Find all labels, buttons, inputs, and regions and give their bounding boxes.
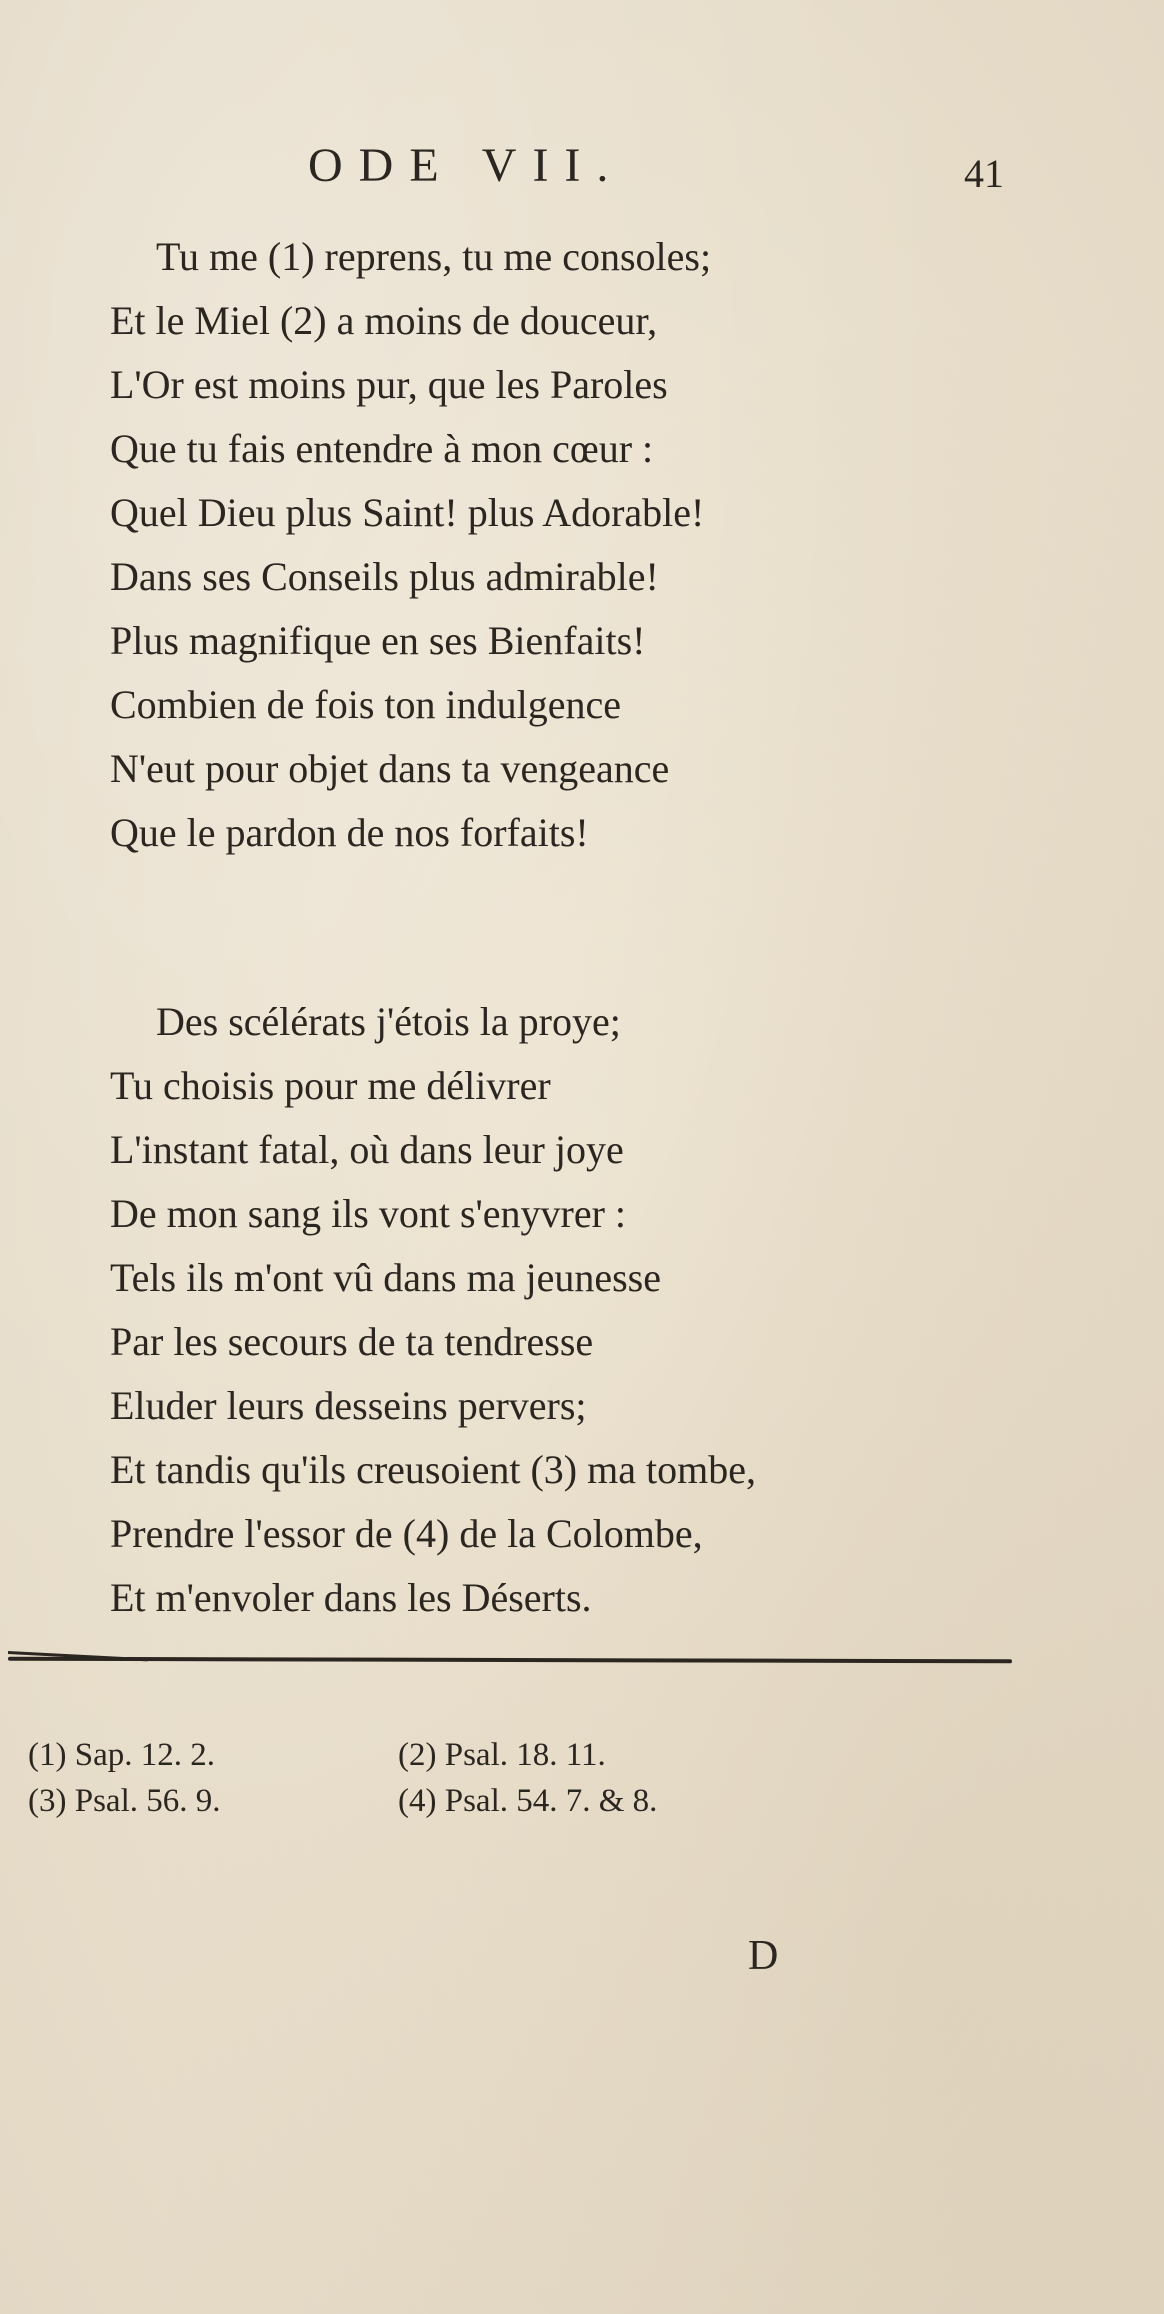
- footnote-row: [28, 1778, 1128, 1824]
- verse-line: De mon sang ils vont s'enyvrer :: [110, 1191, 627, 1236]
- verse-line: Tu me (1) reprens, tu me consoles;: [156, 234, 712, 279]
- verse-line: L'instant fatal, où dans leur joye: [110, 1127, 624, 1172]
- footnote-citation: (1) Sap. 12. 2.: [28, 1737, 215, 1773]
- verse-line: Des scélérats j'étois la proye;: [156, 999, 621, 1044]
- stanza-1: [110, 225, 1110, 865]
- verse-line: Tels ils m'ont vû dans ma jeunesse: [110, 1255, 661, 1300]
- verse-line: Et le Miel (2) a moins de douceur,: [110, 298, 658, 343]
- stanza-2: [110, 990, 1110, 1630]
- footnote-citation: (4) Psal. 54. 7. & 8.: [398, 1783, 658, 1819]
- verse-line: Prendre l'essor de (4) de la Colombe,: [110, 1511, 703, 1556]
- footnote-row: [28, 1732, 1128, 1778]
- ode-title: ODE VII.: [308, 139, 625, 192]
- footnote-citation: (3) Psal. 56. 9.: [28, 1783, 221, 1819]
- verse-line: Quel Dieu plus Saint! plus Adorable!: [110, 490, 705, 535]
- verse-line: Dans ses Conseils plus admirable!: [110, 554, 659, 599]
- signature-mark: D: [748, 1933, 779, 1979]
- verse-line: Et tandis qu'ils creusoient (3) ma tombe,: [110, 1447, 756, 1492]
- page-number: 41: [964, 151, 1004, 196]
- verse-line: Que tu fais entendre à mon cœur :: [110, 426, 654, 471]
- verse-line: Combien de fois ton indulgence: [110, 682, 622, 727]
- verse-line: Par les secours de ta tendresse: [110, 1319, 594, 1364]
- verse-line: Tu choisis pour me délivrer: [110, 1063, 551, 1108]
- footnote-citation: (2) Psal. 18. 11.: [398, 1737, 606, 1773]
- footnote-rule: [8, 1657, 1012, 1664]
- verse-line: Plus magnifique en ses Bienfaits!: [110, 618, 646, 663]
- verse-line: Et m'envoler dans les Déserts.: [110, 1575, 592, 1620]
- verse-line: Eluder leurs desseins pervers;: [110, 1383, 587, 1428]
- footnotes: [28, 1732, 1128, 1824]
- verse-line: Que le pardon de nos forfaits!: [110, 810, 589, 855]
- verse-line: L'Or est moins pur, que les Paroles: [110, 362, 668, 407]
- verse-line: N'eut pour objet dans ta vengeance: [110, 746, 670, 791]
